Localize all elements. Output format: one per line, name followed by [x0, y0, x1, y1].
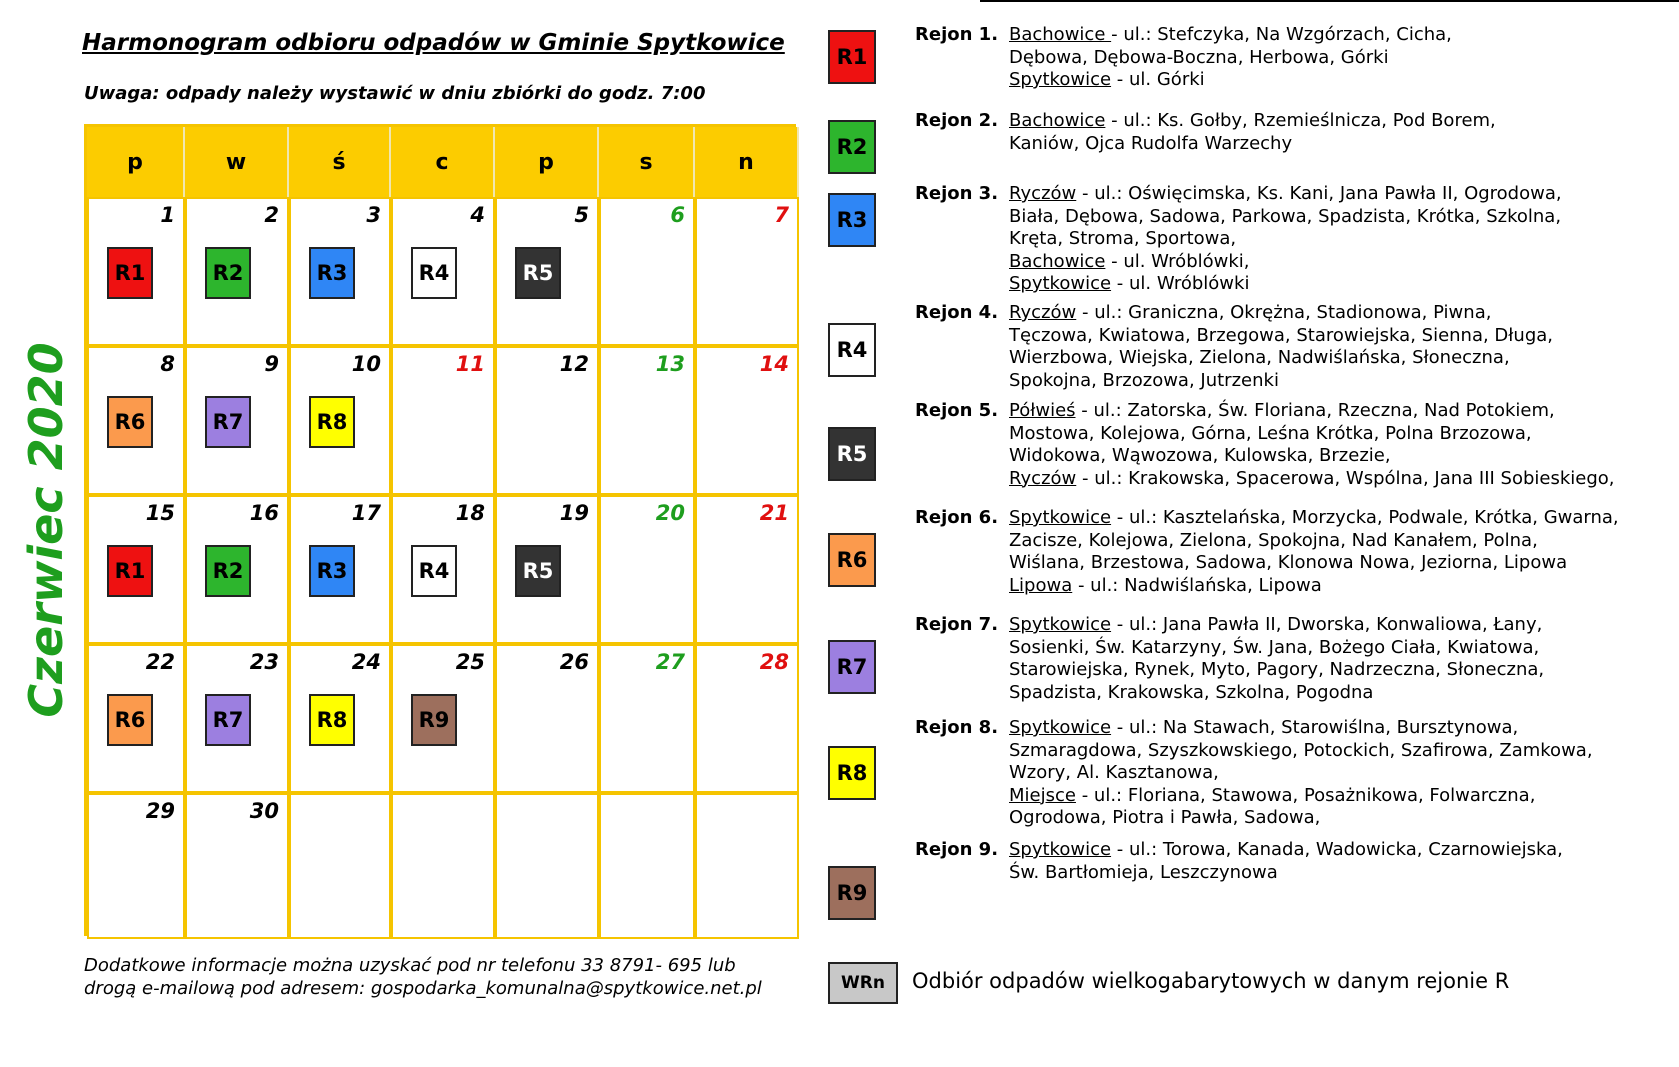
day-number: 14 — [759, 352, 789, 376]
legend-region-name: Rejon 8. — [915, 717, 999, 738]
legend-streets: Mostowa, Kolejowa, Górna, Leśna Krótka, Polna Brzozowa, — [1009, 422, 1532, 444]
legend-region-text — [915, 507, 1619, 597]
calendar-day-cell — [289, 197, 391, 346]
legend-line — [915, 347, 1553, 370]
legend-locality: Spytkowice — [1009, 839, 1112, 860]
legend-streets: - ul. Wróblówki — [1111, 273, 1250, 294]
day-number: 5 — [574, 203, 589, 227]
legend-line — [915, 507, 1619, 530]
legend-line — [915, 370, 1553, 393]
region-badge: R4 — [411, 247, 457, 299]
legend-line — [915, 807, 1593, 830]
calendar-day-cell — [599, 495, 695, 644]
legend-streets: - ul.: Ks. Gołby, Rzemieślnicza, Pod Borem, — [1105, 110, 1496, 131]
calendar-day-cell — [695, 197, 799, 346]
weekday-header: s — [599, 127, 695, 197]
legend-line — [915, 206, 1562, 229]
footer-line-2: drogą e-mailową pod adresem: gospodarka_komunalna@spytkowice.net.pl — [84, 978, 762, 999]
legend-region-badge: R2 — [828, 120, 876, 174]
legend-streets: - ul.: Torowa, Kanada, Wadowicka, Czarnowiejska, — [1111, 839, 1563, 860]
day-number: 27 — [655, 650, 685, 674]
calendar-day-cell — [185, 495, 289, 644]
region-badge: R1 — [107, 247, 153, 299]
legend-line — [915, 717, 1593, 740]
wrn-badge: WRn — [828, 962, 898, 1004]
region-badge: R5 — [515, 545, 561, 597]
day-number: 24 — [351, 650, 381, 674]
legend-line — [915, 445, 1615, 468]
calendar-day-cell — [185, 197, 289, 346]
legend-region-badge: R7 — [828, 640, 876, 694]
day-number: 4 — [470, 203, 485, 227]
calendar-day-cell — [599, 793, 695, 939]
legend-streets: Tęczowa, Kwiatowa, Brzegowa, Starowiejska, Sienna, Długa, — [1009, 324, 1553, 346]
day-number: 17 — [351, 501, 381, 525]
legend-locality: Spytkowice — [1009, 507, 1112, 528]
region-badge: R1 — [107, 545, 153, 597]
legend-region-name: Rejon 2. — [915, 110, 999, 131]
legend-streets: Szmaragdowa, Szyszkowskiego, Potockich, Szafirowa, Zamkowa, — [1009, 739, 1593, 761]
region-badge: R3 — [309, 545, 355, 597]
day-number: 11 — [455, 352, 485, 376]
legend-streets: - ul.: Krakowska, Spacerowa, Wspólna, Jana III Sobieskiego, — [1076, 467, 1615, 489]
calendar-day-cell — [495, 644, 599, 793]
day-number: 21 — [759, 501, 789, 525]
legend-region-name: Rejon 3. — [915, 183, 999, 204]
legend-streets: - ul.: Kasztelańska, Morzycka, Podwale, Krótka, Gwarna, — [1111, 507, 1619, 528]
legend-streets: Wierzbowa, Wiejska, Zielona, Nadwiślańska, Słoneczna, — [1009, 347, 1510, 368]
legend-locality: Miejsce — [1009, 784, 1076, 806]
legend-streets: - ul.: Nadwiślańska, Lipowa — [1072, 574, 1322, 596]
calendar-day-cell — [599, 644, 695, 793]
legend-locality: Ryczów — [1009, 183, 1077, 204]
legend-line — [915, 302, 1553, 325]
legend-line — [915, 273, 1562, 296]
legend-streets: Spokojna, Brzozowa, Jutrzenki — [1009, 369, 1279, 391]
legend-streets: - ul.: Stefczyka, Na Wzgórzach, Cicha, — [1111, 24, 1452, 45]
legend-line — [915, 839, 1563, 862]
legend-line — [915, 575, 1619, 598]
legend-locality: Spytkowice — [1009, 614, 1112, 635]
legend-line — [915, 110, 1496, 133]
calendar-day-cell — [495, 495, 599, 644]
weekday-header: c — [391, 127, 495, 197]
legend-line — [915, 400, 1615, 423]
legend-line — [915, 785, 1593, 808]
calendar-day-cell — [599, 197, 695, 346]
day-number: 6 — [670, 203, 685, 227]
legend-streets: - ul.: Floriana, Stawowa, Posażnikowa, Folwarczna, — [1075, 784, 1536, 806]
day-number: 16 — [249, 501, 279, 525]
calendar-day-cell — [695, 346, 799, 495]
legend-line — [915, 24, 1452, 47]
legend-line — [915, 762, 1593, 785]
legend-region-badge: R5 — [828, 427, 876, 481]
legend-region-text — [915, 614, 1544, 704]
legend-region-name: Rejon 1. — [915, 24, 999, 45]
legend-streets: Św. Bartłomieja, Leszczynowa — [1009, 861, 1278, 883]
day-number: 29 — [145, 799, 175, 823]
legend-region-name: Rejon 7. — [915, 614, 999, 635]
calendar-day-cell — [87, 197, 185, 346]
calendar-day-cell — [87, 793, 185, 939]
calendar-day-cell — [495, 197, 599, 346]
calendar-day-cell — [87, 495, 185, 644]
legend-locality: Spytkowice — [1009, 717, 1112, 738]
region-badge: R9 — [411, 694, 457, 746]
legend-locality: Półwieś — [1009, 400, 1076, 421]
region-badge: R6 — [107, 694, 153, 746]
calendar-day-cell — [599, 346, 695, 495]
legend-locality: Bachowice — [1009, 110, 1106, 131]
legend-streets: - ul. Górki — [1111, 69, 1205, 90]
day-number: 12 — [559, 352, 589, 376]
legend-region-text — [915, 400, 1615, 490]
legend-region-text — [915, 839, 1563, 884]
legend-line — [915, 325, 1553, 348]
calendar-day-cell — [695, 793, 799, 939]
weekday-header: p — [495, 127, 599, 197]
calendar-day-cell — [391, 495, 495, 644]
day-number: 26 — [559, 650, 589, 674]
legend-streets: Starowiejska, Rynek, Myto, Pagory, Nadrzeczna, Słoneczna, — [1009, 659, 1545, 680]
day-number: 13 — [655, 352, 685, 376]
legend-region-name: Rejon 6. — [915, 507, 999, 528]
legend-region-badge: R4 — [828, 323, 876, 377]
legend-line — [915, 614, 1544, 637]
legend-line — [915, 468, 1615, 491]
day-number: 2 — [264, 203, 279, 227]
region-badge: R8 — [309, 694, 355, 746]
legend-line — [915, 251, 1562, 274]
legend-line — [915, 69, 1452, 92]
legend-streets: Dębowa, Dębowa-Boczna, Herbowa, Górki — [1009, 46, 1389, 68]
legend-streets: Ogrodowa, Piotra i Pawła, Sadowa, — [1009, 807, 1321, 828]
legend-line — [915, 862, 1563, 885]
legend-locality: Bachowice — [1009, 250, 1106, 272]
legend-locality: Bachowice — [1009, 24, 1112, 45]
legend-locality: Lipowa — [1009, 574, 1073, 596]
legend-line — [915, 659, 1544, 682]
calendar-day-cell — [391, 644, 495, 793]
calendar-day-cell — [695, 644, 799, 793]
legend-locality: Ryczów — [1009, 467, 1077, 489]
legend-streets: Kręta, Stroma, Sportowa, — [1009, 228, 1237, 249]
legend-line — [915, 133, 1496, 156]
legend-streets: - ul.: Zatorska, Św. Floriana, Rzeczna, Nad Potokiem, — [1075, 400, 1555, 421]
day-number: 30 — [249, 799, 279, 823]
legend-region-text — [915, 183, 1562, 296]
legend-streets: Zacisze, Kolejowa, Zielona, Spokojna, Nad Kanałem, Polna, — [1009, 529, 1538, 551]
calendar-day-cell — [495, 346, 599, 495]
day-number: 3 — [366, 203, 381, 227]
legend-line — [915, 682, 1544, 705]
legend-region-name: Rejon 4. — [915, 302, 999, 323]
legend-streets: Wiślana, Brzestowa, Sadowa, Klonowa Nowa, Jeziorna, Lipowa — [1009, 552, 1568, 573]
legend-line — [915, 552, 1619, 575]
weekday-header: w — [185, 127, 289, 197]
region-badge: R6 — [107, 396, 153, 448]
legend-line — [915, 637, 1544, 660]
legend-region-badge: R3 — [828, 193, 876, 247]
calendar-day-cell — [391, 793, 495, 939]
weekday-header: n — [695, 127, 799, 197]
day-number: 20 — [655, 501, 685, 525]
footer-line-1: Dodatkowe informacje można uzyskać pod nr telefonu 33 8791- 695 lub — [84, 955, 736, 976]
calendar-grid — [84, 124, 796, 936]
notice-text: Uwaga: odpady należy wystawić w dniu zbiórki do godz. 7:00 — [84, 83, 706, 104]
calendar-day-cell — [185, 793, 289, 939]
legend-region-badge: R6 — [828, 533, 876, 587]
region-badge: R7 — [205, 396, 251, 448]
day-number: 7 — [774, 203, 789, 227]
region-badge: R5 — [515, 247, 561, 299]
legend-streets: Spadzista, Krakowska, Szkolna, Pogodna — [1009, 681, 1374, 703]
day-number: 9 — [264, 352, 279, 376]
legend-streets: Wzory, Al. Kasztanowa, — [1009, 762, 1219, 783]
footer-contact — [84, 954, 762, 1000]
month-label-text: Czerwiec 2020 — [19, 342, 73, 718]
day-number: 28 — [759, 650, 789, 674]
page-title: Harmonogram odbioru odpadów w Gminie Spytkowice — [82, 30, 785, 56]
calendar-day-cell — [289, 346, 391, 495]
legend-line — [915, 47, 1452, 70]
day-number: 8 — [160, 352, 175, 376]
day-number: 19 — [559, 501, 589, 525]
weekday-header: p — [87, 127, 185, 197]
legend-region-text — [915, 24, 1452, 92]
calendar-day-cell — [391, 346, 495, 495]
top-rule — [980, 0, 1679, 2]
calendar-day-cell — [185, 346, 289, 495]
legend-line — [915, 740, 1593, 763]
calendar-day-cell — [289, 495, 391, 644]
legend-region-text — [915, 717, 1593, 830]
legend-region-text — [915, 110, 1496, 155]
legend-region-badge: R8 — [828, 746, 876, 800]
legend-streets: Kaniów, Ojca Rudolfa Warzechy — [1009, 132, 1293, 154]
region-badge: R3 — [309, 247, 355, 299]
legend-locality: Spytkowice — [1009, 273, 1112, 294]
weekday-header: ś — [289, 127, 391, 197]
legend-streets: Sosienki, Św. Katarzyny, Św. Jana, Bożego Ciała, Kwiatowa, — [1009, 636, 1540, 658]
legend-region-name: Rejon 5. — [915, 400, 999, 421]
calendar-day-cell — [87, 346, 185, 495]
day-number: 10 — [351, 352, 381, 376]
day-number: 23 — [249, 650, 279, 674]
region-badge: R7 — [205, 694, 251, 746]
day-number: 25 — [455, 650, 485, 674]
legend-line — [915, 530, 1619, 553]
legend-region-badge: R1 — [828, 30, 876, 84]
legend-streets: - ul.: Graniczna, Okrężna, Stadionowa, Piwna, — [1076, 302, 1492, 323]
legend-region-text — [915, 302, 1553, 392]
calendar-day-cell — [185, 644, 289, 793]
legend-line — [915, 228, 1562, 251]
wrn-description: Odbiór odpadów wielkogabarytowych w danym rejonie R — [912, 969, 1510, 993]
legend-streets: Widokowa, Wąwozowa, Kulowska, Brzezie, — [1009, 445, 1391, 466]
legend-line — [915, 183, 1562, 206]
legend-streets: - ul.: Oświęcimska, Ks. Kani, Jana Pawła II, Ogrodowa, — [1076, 183, 1562, 204]
legend-locality: Ryczów — [1009, 302, 1077, 323]
day-number: 22 — [145, 650, 175, 674]
legend-region-badge: R9 — [828, 866, 876, 920]
calendar-day-cell — [495, 793, 599, 939]
legend-streets: Biała, Dębowa, Sadowa, Parkowa, Spadzista, Krótka, Szkolna, — [1009, 205, 1562, 227]
calendar-day-cell — [391, 197, 495, 346]
calendar-day-cell — [87, 644, 185, 793]
legend-streets: - ul.: Jana Pawła II, Dworska, Konwaliowa, Łany, — [1111, 614, 1543, 635]
region-badge: R8 — [309, 396, 355, 448]
calendar-day-cell — [289, 644, 391, 793]
day-number: 15 — [145, 501, 175, 525]
day-number: 1 — [160, 203, 175, 227]
legend-locality: Spytkowice — [1009, 69, 1112, 90]
region-badge: R2 — [205, 247, 251, 299]
legend-streets: - ul.: Na Stawach, Starowiślna, Bursztynowa, — [1111, 717, 1519, 738]
region-badge: R2 — [205, 545, 251, 597]
calendar-day-cell — [289, 793, 391, 939]
region-badge: R4 — [411, 545, 457, 597]
legend-region-name: Rejon 9. — [915, 839, 999, 860]
day-number: 18 — [455, 501, 485, 525]
legend-line — [915, 423, 1615, 446]
legend-streets: - ul. Wróblówki, — [1105, 250, 1250, 272]
calendar-day-cell — [695, 495, 799, 644]
